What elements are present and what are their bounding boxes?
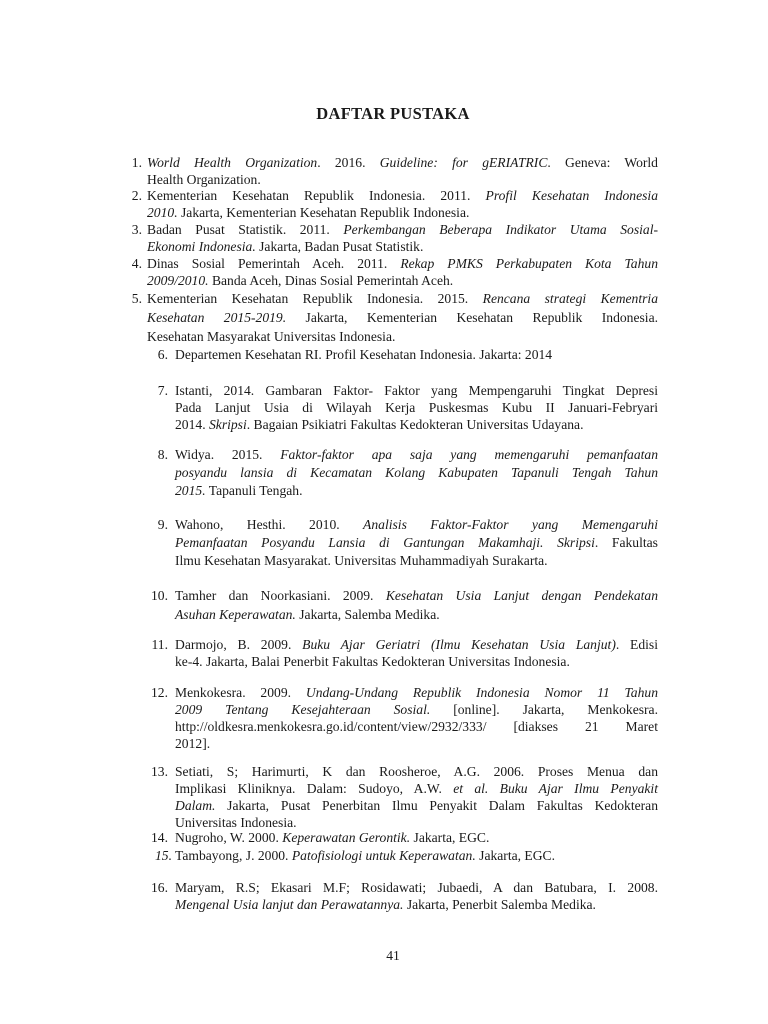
text-segment: Kementerian Kesehatan Republik Indonesia. 2011. (147, 188, 486, 203)
text-segment: . Fakultas (594, 535, 658, 550)
reference-line (175, 879, 658, 896)
text-segment: . 2016. (317, 155, 380, 170)
text-segment: Setiati, S; Harimurti, K dan Roosheroe, A.G. 2006. Proses Menua dan (175, 764, 658, 779)
reference-line (175, 636, 658, 653)
reference-line (175, 382, 658, 399)
reference-line (175, 482, 658, 500)
text-segment: Wahono, Hesthi. 2010. (175, 517, 364, 532)
italic-text: Perkembangan Beberapa Indikator Utama Sosial- (343, 222, 659, 237)
reference-text (175, 516, 658, 570)
reference-line (175, 763, 658, 780)
text-segment: Jakarta, Pusat Penerbitan Ilmu Penyakit Dalam Fakultas Kedokteran (215, 798, 658, 813)
italic-text: Dalam. (175, 798, 216, 813)
reference-line (175, 847, 658, 864)
reference-text (147, 187, 658, 221)
reference-number: 3. (131, 222, 142, 237)
reference-text (147, 154, 658, 188)
reference-line (175, 780, 658, 797)
reference-line (175, 718, 658, 735)
italic-text: 2010. (147, 205, 178, 220)
text-segment: [online]. Jakarta, Menkokesra. (430, 702, 658, 717)
text-segment: Pada Lanjut Usia di Wilayah Kerja Puskesmas Kubu II Januari-Febryari (175, 400, 658, 415)
text-segment: Istanti, 2014. Gambaran Faktor- Faktor yang Mempengaruhi Tingkat Depresi (175, 383, 658, 398)
text-segment: Kesehatan Masyarakat Universitas Indonesia. (147, 329, 396, 344)
text-segment: Jakarta, Penerbit Salemba Medika. (403, 897, 596, 912)
text-segment: Widya. 2015. (175, 447, 281, 462)
italic-text: posyandu lansia di Kecamatan Kolang Kabupaten Tapanuli Tengah Tahun (175, 465, 658, 480)
reference-line (175, 446, 658, 464)
italic-text: Keperawatan Gerontik. (282, 830, 411, 845)
reference-number: 1. (131, 155, 142, 170)
reference-text (175, 879, 658, 913)
italic-text: Guideline: for gERIATRIC (379, 155, 548, 170)
reference-number: 10. (151, 588, 168, 603)
italic-text: Mengenal Usia lanjut dan Perawatannya. (175, 897, 404, 912)
italic-text: 2015. (175, 483, 206, 498)
reference-text (147, 255, 658, 289)
text-segment: Ilmu Kesehatan Masyarakat. Universitas Muhammadiyah Surakarta. (175, 553, 548, 568)
reference-number: 11. (151, 637, 168, 652)
reference-line (175, 896, 658, 913)
text-segment: Badan Pusat Statistik. 2011. (147, 222, 344, 237)
reference-number: 13. (151, 764, 168, 779)
page-number: 41 (386, 948, 400, 963)
reference-line (175, 605, 658, 624)
reference-number: 6. (157, 347, 168, 362)
reference-number: 2. (131, 188, 142, 203)
reference-line (175, 516, 658, 534)
italic-text: Rencana strategi Kementria (482, 291, 658, 306)
reference-text (147, 289, 658, 346)
italic-text: 2009/2010. (147, 273, 209, 288)
reference-number: 12. (151, 685, 168, 700)
reference-number: 16. (151, 880, 168, 895)
reference-line (147, 171, 658, 188)
italic-text: Buku Ajar Geriatri (Ilmu Kesehatan Usia Lanjut) (302, 637, 616, 652)
italic-text: Profil Kesehatan Indonesia (485, 188, 658, 203)
italic-text: Patofisiologi untuk Keperawatan. (291, 848, 476, 863)
reference-text (175, 763, 658, 831)
italic-text: Kesehatan Usia Lanjut dengan Pendekatan (385, 588, 658, 603)
reference-line (175, 346, 658, 363)
text-segment: . Bagaian Psikiatri Fakultas Kedokteran Universitas Udayana. (246, 417, 584, 432)
italic-text: Skripsi (208, 417, 247, 432)
text-segment: Jakarta, Badan Pusat Statistik. (255, 239, 424, 254)
text-segment: Menkokesra. 2009. (175, 685, 306, 700)
reference-line (147, 289, 658, 308)
reference-line (147, 187, 658, 204)
reference-line (147, 272, 658, 289)
reference-text (175, 636, 658, 670)
italic-text: Asuhan Keperawatan. (175, 607, 296, 622)
reference-number: 5. (131, 291, 142, 306)
italic-text: Undang-Undang Republik Indonesia Nomor 11 Tahun (305, 685, 658, 700)
italic-text: Analisis Faktor-Faktor yang Memengaruhi (363, 517, 658, 532)
reference-text (175, 829, 658, 846)
reference-line (175, 552, 658, 570)
reference-line (175, 534, 658, 552)
reference-number: 8. (157, 447, 168, 462)
text-segment: Dinas Sosial Pemerintah Aceh. 2011. (147, 256, 401, 271)
text-segment (488, 781, 499, 796)
text-segment: Tambayong, J. 2000. (175, 848, 292, 863)
text-segment: Nugroho, W. 2000. (175, 830, 283, 845)
reference-line (175, 399, 658, 416)
text-segment: 2014. (175, 417, 209, 432)
page-title: DAFTAR PUSTAKA (316, 104, 470, 123)
reference-text (175, 346, 658, 363)
reference-line (175, 735, 658, 752)
reference-line (147, 327, 658, 346)
text-segment: Jakarta, Kementerian Kesehatan Republik Indonesia. (286, 310, 658, 325)
text-segment: . Edisi (615, 637, 658, 652)
text-segment: Maryam, R.S; Ekasari M.F; Rosidawati; Jubaedi, A dan Batubara, I. 2008. (175, 880, 658, 895)
reference-text (175, 847, 658, 864)
reference-line (147, 204, 658, 221)
reference-number: 9. (157, 517, 168, 532)
reference-number: 7. (157, 383, 168, 398)
italic-text: World Health Organization (147, 155, 318, 170)
text-segment: ke-4. Jakarta, Balai Penerbit Fakultas Kedokteran Universitas Indonesia. (175, 654, 570, 669)
reference-line (175, 464, 658, 482)
text-segment: Departemen Kesehatan RI. Profil Kesehatan Indonesia. Jakarta: 2014 (175, 347, 553, 362)
text-segment: Tamher dan Noorkasiani. 2009. (175, 588, 386, 603)
reference-line (175, 416, 658, 433)
reference-number: 14. (151, 830, 168, 845)
reference-line (175, 684, 658, 701)
reference-text (175, 586, 658, 624)
reference-line (175, 829, 658, 846)
text-segment: Implikasi Kliniknya. Dalam: Sudoyo, A.W. (175, 781, 454, 796)
reference-line (175, 586, 658, 605)
text-segment: Health Organization. (147, 172, 261, 187)
reference-line (147, 238, 658, 255)
reference-number: 15. (155, 848, 172, 863)
text-segment: http://oldkesra.menkokesra.go.id/content/view/2932/333/ [diakses 21 Maret (175, 719, 658, 734)
italic-text: Kesehatan 2015-2019. (147, 310, 287, 325)
reference-line (175, 701, 658, 718)
text-segment: Tapanuli Tengah. (205, 483, 303, 498)
text-segment: Banda Aceh, Dinas Sosial Pemerintah Aceh. (208, 273, 454, 288)
reference-line (147, 308, 658, 327)
text-segment: . Geneva: World (547, 155, 658, 170)
italic-text: 2009 Tentang Kesejahteraan Sosial. (175, 702, 431, 717)
text-segment: Jakarta, EGC. (475, 848, 556, 863)
reference-text (147, 221, 658, 255)
italic-text: Pemanfaatan Posyandu Lansia di Gantungan Makamhaji. Skripsi (175, 535, 595, 550)
italic-text: Rekap PMKS Perkabupaten Kota Tahun (400, 256, 658, 271)
reference-line (175, 653, 658, 670)
italic-text: Faktor-faktor apa saja yang memengaruhi pemanfaatan (280, 447, 658, 462)
text-segment: Universitas Indonesia. (175, 815, 297, 830)
text-segment: Jakarta, Salemba Medika. (295, 607, 440, 622)
reference-text (175, 684, 658, 752)
reference-line (147, 221, 658, 238)
reference-text (175, 446, 658, 500)
italic-text: et al. (453, 781, 489, 796)
reference-text (175, 382, 658, 433)
text-segment: 2012]. (175, 736, 211, 751)
text-segment: Jakarta, EGC. (410, 830, 490, 845)
text-segment: Kementerian Kesehatan Republik Indonesia. 2015. (147, 291, 483, 306)
reference-line (175, 797, 658, 814)
reference-line (147, 154, 658, 171)
italic-text: Buku Ajar Ilmu Penyakit (499, 781, 658, 796)
text-segment: Darmojo, B. 2009. (175, 637, 303, 652)
reference-line (147, 255, 658, 272)
text-segment: Jakarta, Kementerian Kesehatan Republik Indonesia. (177, 205, 470, 220)
reference-number: 4. (131, 256, 142, 271)
italic-text: Ekonomi Indonesia. (147, 239, 256, 254)
